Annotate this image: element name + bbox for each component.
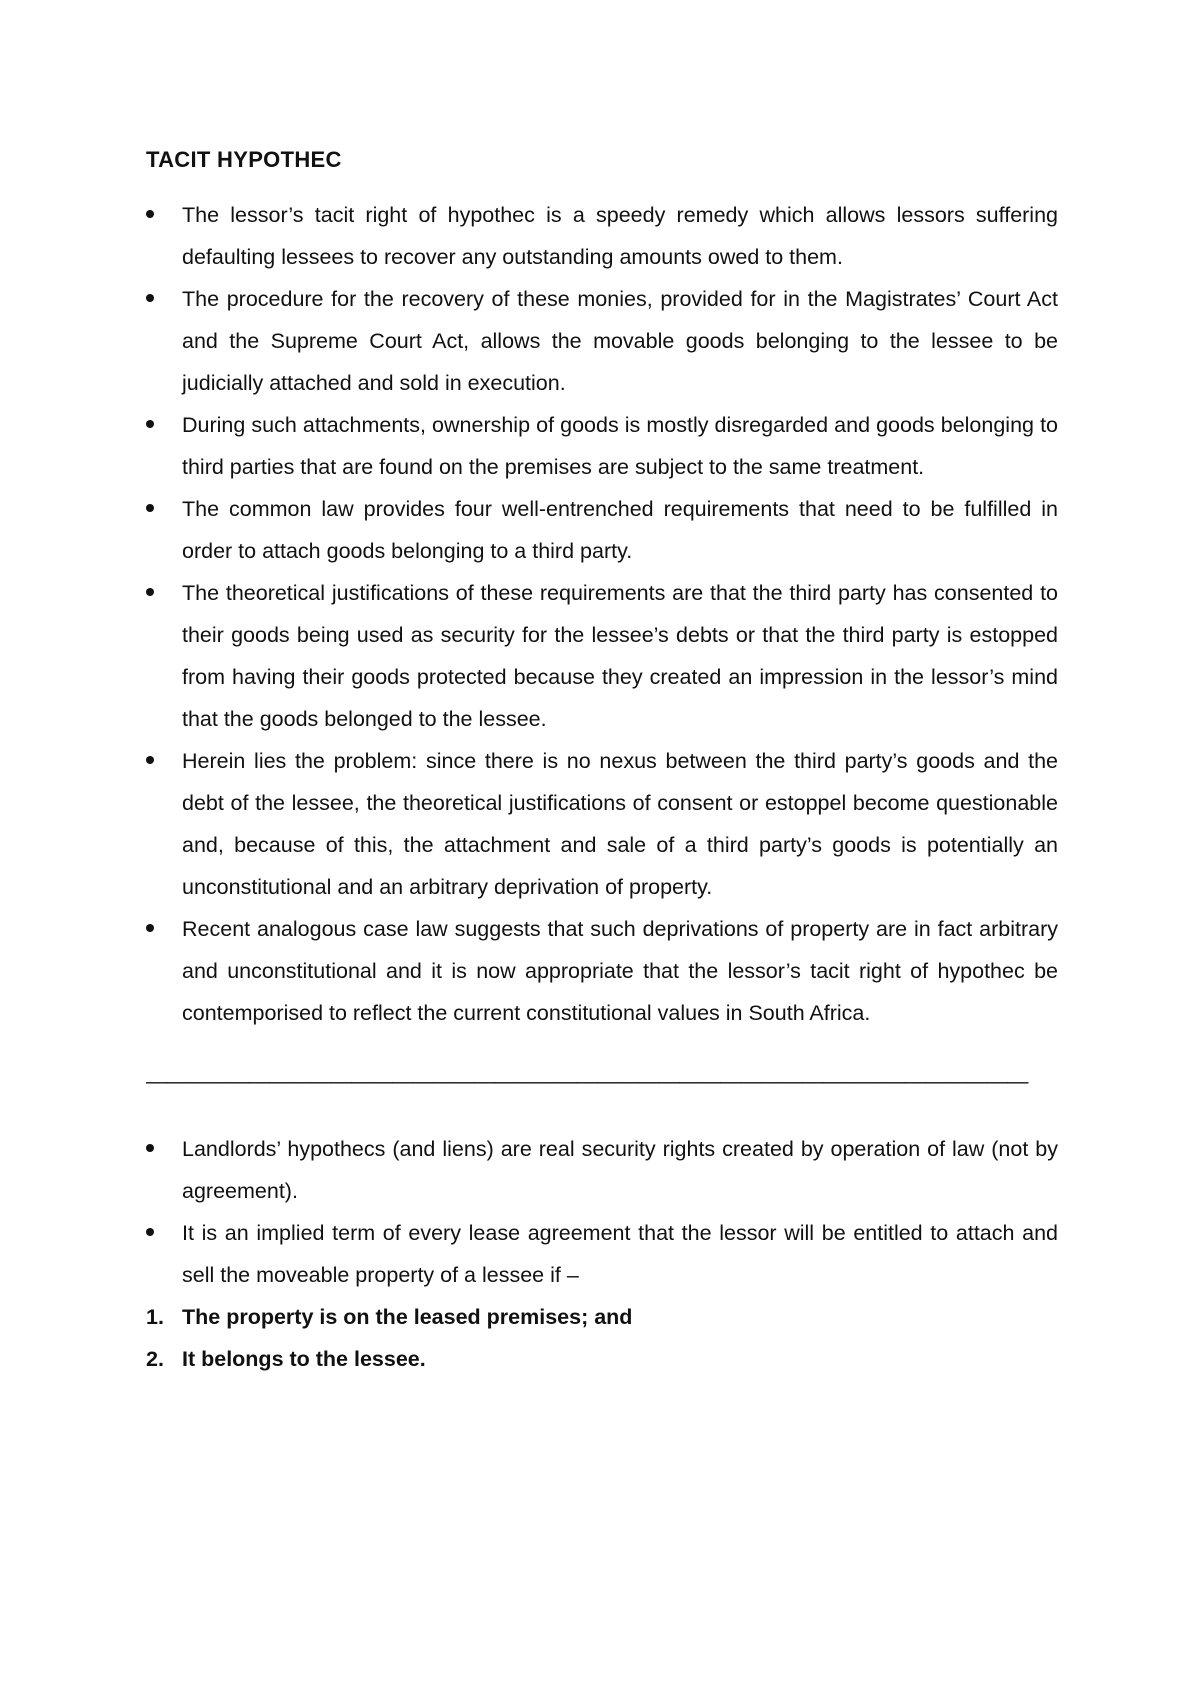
list-item xyxy=(146,1212,1058,1296)
bullet-icon xyxy=(146,1228,154,1236)
list-item-text: During such attachments, ownership of goods is mostly disregarded and goods belonging to third parties that are found on the premises are subject to the same treatment. xyxy=(182,413,1058,479)
list-item xyxy=(146,572,1058,740)
document-title: TACIT HYPOTHEC xyxy=(146,147,342,172)
bullet-icon xyxy=(146,504,154,512)
list-item-text: Herein lies the problem: since there is no nexus between the third party’s goods and the debt of the lessee, the theoretical justifications of consent or estoppel become questionable and, because of this, the attachment and sale of a third party’s goods is potentially an unconstitutional and an arbitrary deprivation of property. xyxy=(182,749,1058,899)
bullet-icon xyxy=(146,210,154,218)
bullet-icon xyxy=(146,294,154,302)
list-item xyxy=(146,404,1058,488)
list-item-text: Landlords’ hypothecs (and liens) are real security rights created by operation of law (not by agreement). xyxy=(182,1137,1058,1203)
list-item xyxy=(146,1128,1058,1212)
list-item xyxy=(146,194,1058,278)
list-item xyxy=(146,278,1058,404)
bullet-list-main xyxy=(146,194,1058,1034)
bullet-icon xyxy=(146,756,154,764)
bullet-icon xyxy=(146,1144,154,1152)
list-item-text: The lessor’s tacit right of hypothec is a speedy remedy which allows lessors suffering defaulting lessees to recover any outstanding amounts owed to them. xyxy=(182,203,1058,269)
numbered-item-text: It belongs to the lessee. xyxy=(182,1347,426,1371)
list-item-text: It is an implied term of every lease agreement that the lessor will be entitled to attach and sell the moveable property of a lessee if – xyxy=(182,1221,1058,1287)
bullet-icon xyxy=(146,420,154,428)
list-item xyxy=(146,488,1058,572)
bullet-icon xyxy=(146,924,154,932)
numbered-item xyxy=(146,1338,1058,1380)
item-number: 2. xyxy=(146,1347,164,1371)
document-body xyxy=(146,143,1058,1380)
numbered-item xyxy=(146,1296,1058,1338)
bullet-icon xyxy=(146,588,154,596)
list-item xyxy=(146,908,1058,1034)
list-item xyxy=(146,740,1058,908)
list-item-text: The common law provides four well-entrenched requirements that need to be fulfilled in order to attach goods belonging to a third party. xyxy=(182,497,1058,563)
numbered-item-text: The property is on the leased premises; and xyxy=(182,1305,633,1329)
list-item-text: The procedure for the recovery of these monies, provided for in the Magistrates’ Court Act and the Supreme Court Act, allows the movable goods belonging to the lessee to be judicially attached and sold in execution. xyxy=(182,287,1058,395)
numbered-list xyxy=(146,1296,1058,1380)
bullet-list-secondary xyxy=(146,1128,1058,1296)
item-number: 1. xyxy=(146,1305,164,1329)
list-item-text: The theoretical justifications of these requirements are that the third party has consented to their goods being used as security for the lessee’s debts or that the third party is estopped from having their goods protected because they created an impression in the lessor’s mind that the goods belonged to the lessee. xyxy=(182,581,1058,731)
list-item-text: Recent analogous case law suggests that such deprivations of property are in fact arbitrary and unconstitutional and it is now appropriate that the lessor’s tacit right of hypothec be contemporised to reflect the current constitutional values in South Africa. xyxy=(182,917,1058,1025)
section-divider: ——————————————————————————————————————————— xyxy=(146,1069,1028,1093)
